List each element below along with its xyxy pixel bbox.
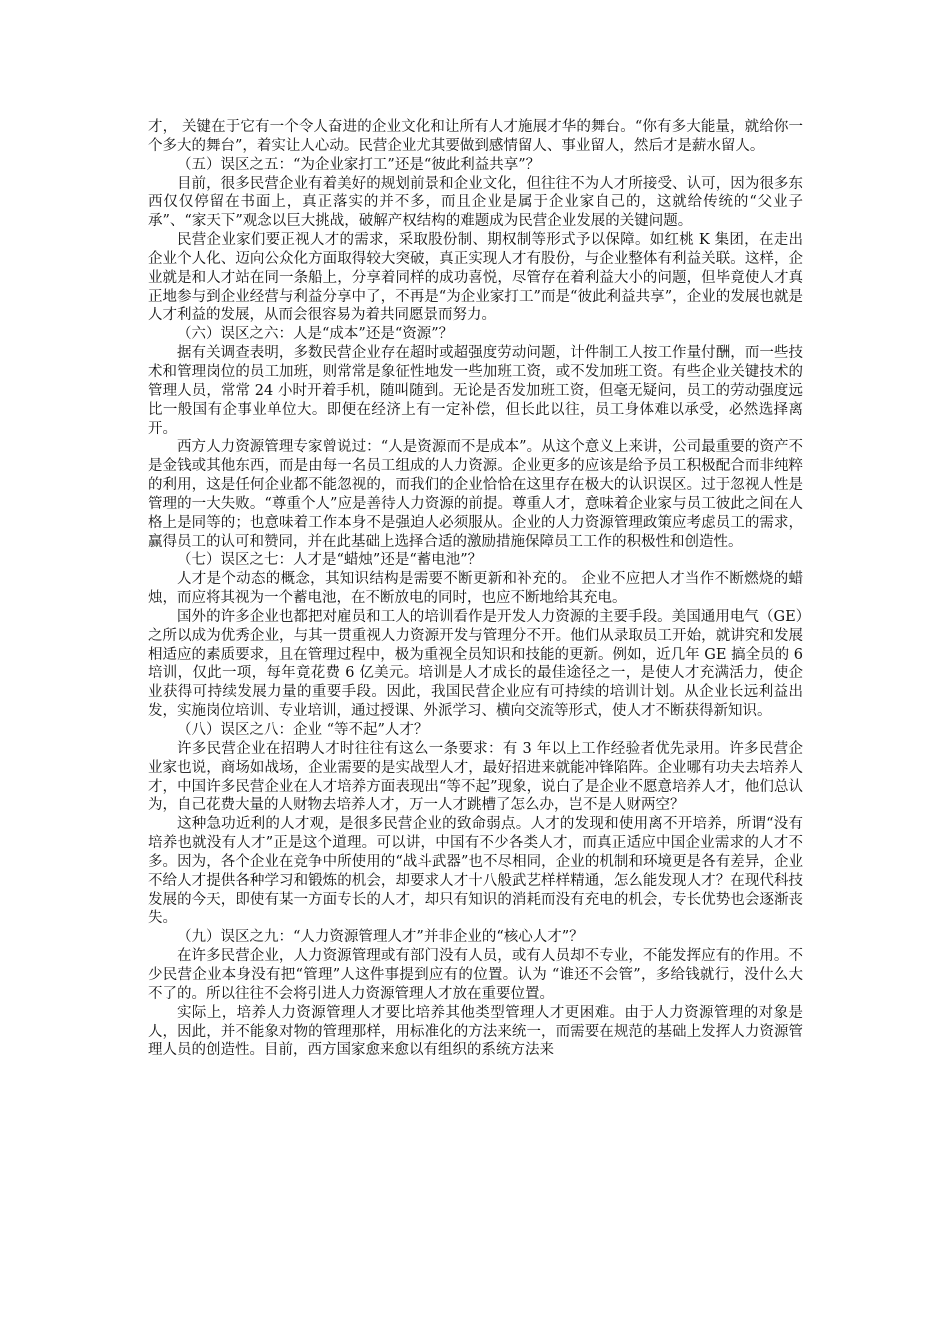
section-heading-7: （七）误区之七：人才是“蜡烛”还是“蓄电池”？ bbox=[177, 552, 483, 569]
paragraph-6: 据有关调查表明，多数民营企业存在超时或超强度劳动问题，计件制工人按工作量付酬，而一些技术和管理岗位的员工加班，则常常是象征性地发一些加班工资，或不发加班工资。有些企业关键技术的管理人员，常常 24 小时开着手机，随叫随到。无论是否发加班工资，但毫无疑问，员工的劳动强度远比一般国有企事业单位大。即便在经济上有一定补偿，但长此以往，员工身体难以承受，必然选择离开。 bbox=[148, 345, 803, 437]
paragraph-3: 目前，很多民营企业有着美好的规划前景和企业文化，但往往不为人才所接受、认可，因为很多东西仅仅停留在书面上，真正落实的并不多，而且企业是属于企业家自己的，这就给传统的“父业子承”、“家天下”观念以巨大挑战，破解产权结构的难题成为民营企业发展的关键问题。 bbox=[148, 175, 803, 230]
paragraph-12: 许多民营企业在招聘人才时往往有这么一条要求：有 3 年以上工作经验者优先录用。许多民营企业家也说，商场如战场，企业需要的是实战型人才，最好招进来就能冲锋陷阵。企业哪有功夫去培养人才，中国许多民营企业在人才培养方面表现出“等不起”现象，说白了是企业不愿意培养人才，他们总认为，自己花费大量的人财物去培养人才，万一人才跳槽了怎么办，岂不是人财两空？ bbox=[148, 740, 803, 814]
section-heading-9: （九）误区之九：“人力资源管理人才”并非企业的“核心人才”？ bbox=[177, 929, 584, 946]
paragraph-16: 实际上，培养人力资源管理人才要比培养其他类型管理人才更困难。由于人力资源管理的对象是人，因此，并不能象对物的管理那样，用标准化的方法来统一，而需要在规范的基础上发挥人力资源管理人员的创造性。目前，西方国家愈来愈以有组织的系统方法来 bbox=[148, 1004, 803, 1059]
section-heading-8: （八）误区之八：企业 “等不起”人才？ bbox=[177, 722, 429, 738]
paragraph-7: 西方人力资源管理专家曾说过：“人是资源而不是成本”。从这个意义上来讲，公司最重要的资产不是金钱或其他东西，而是由每一名员工组成的人力资源。企业更多的应该是给予员工积极配合而非纯粹的利用，这是任何企业都不能忽视的，而我们的企业恰恰在这里存在极大的认识误区。过于忽视人性是管理的一大失败。“尊重个人”应是善待人力资源的前提。尊重人才，意味着企业家与员工彼此之间在人格上是同等的；也意味着工作本身不是强迫人必须服从。企业的人力资源管理政策应考虑员工的需求，赢得员工的认可和赞同，并在此基础上选择合适的激励措施保障员工工作的积极性和创造性。 bbox=[148, 439, 803, 550]
section-heading-6: （六）误区之六：人是“成本”还是“资源”？ bbox=[177, 326, 454, 343]
section-heading-5: （五）误区之五：“为企业家打工”还是“彼此利益共享”？ bbox=[177, 156, 541, 173]
paragraph-1: 才， 关键在于它有一个令人奋进的企业文化和让所有人才施展才华的舞台。“你有多大能量，就给你一个多大的舞台”，着实让人心动。民营企业尤其要做到感情留人、事业留人，然后才是薪水留人。 bbox=[148, 119, 803, 154]
paragraph-4: 民营企业家们要正视人才的需求，采取股份制、期权制等形式予以保障。如红桃 K 集团，在走出企业个人化、迈向公众化方面取得较大突破，真正实现人才有股份，与企业整体有利益关联。这样，企业就是和人才站在同一条船上，分享着同样的成功喜悦，尽管存在着利益大小的问题，但毕竟使人才真正地参与到企业经营与利益分享中了，不再是“为企业家打工”而是“彼此利益共享”，企业的发展也就是人才利益的发展，从而会很容易为着共同愿景而努力。 bbox=[148, 232, 803, 324]
paragraph-9: 人才是个动态的概念，其知识结构是需要不断更新和补充的。 企业不应把人才当作不断燃烧的蜡烛，而应将其视为一个蓄电池，在不断放电的同时，也应不断地给其充电。 bbox=[148, 571, 803, 607]
paragraph-10: 国外的许多企业也都把对雇员和工人的培训看作是开发人力资源的主要手段。美国通用电气（GE）之所以成为优秀企业，与其一贯重视人力资源开发与管理分不开。他们从录取员工开始，就讲究和发展相适应的素质要求，且在管理过程中，极为重视全员知识和技能的更新。例如，近几年 GE 搞全员的 6 培训，仅此一项，每年竟花费 6 亿美元。培训是人才成长的最佳途径之一，是使人才充满活力，使企业获得可持续发展力量的重要手段。因此，我国民营企业应有可持续的培训计划。从企业长远利益出发，实施岗位培训、专业培训，通过授课、外派学习、横向交流等形式，使人才不断获得新知识。 bbox=[148, 608, 803, 720]
paragraph-13: 这种急功近利的人才观，是很多民营企业的致命弱点。人才的发现和使用离不开培养，所谓“没有培养也就没有人才”正是这个道理。可以讲，中国有不少各类人才，而真正适应中国企业需求的人才不多。因为，各个企业在竞争中所使用的“战斗武器”也不尽相同，企业的机制和环境更是各有差异，企业不给人才提供各种学习和锻炼的机会，却要求人才十八般武艺样样精通，怎么能发现人才？在现代科技发展的今天，即使有某一方面专长的人才，却只有知识的消耗而没有充电的机会，专长优势也会逐渐丧失。 bbox=[148, 816, 803, 927]
document-page bbox=[148, 118, 803, 1060]
paragraph-15: 在许多民营企业，人力资源管理或有部门没有人员，或有人员却不专业，不能发挥应有的作用。不少民营企业本身没有把“管理”人这件事提到应有的位置。认为 “谁还不会管”，多给钱就行，没什么大不了的。所以往往不会将引进人力资源管理人才放在重要位置。 bbox=[148, 948, 803, 1002]
